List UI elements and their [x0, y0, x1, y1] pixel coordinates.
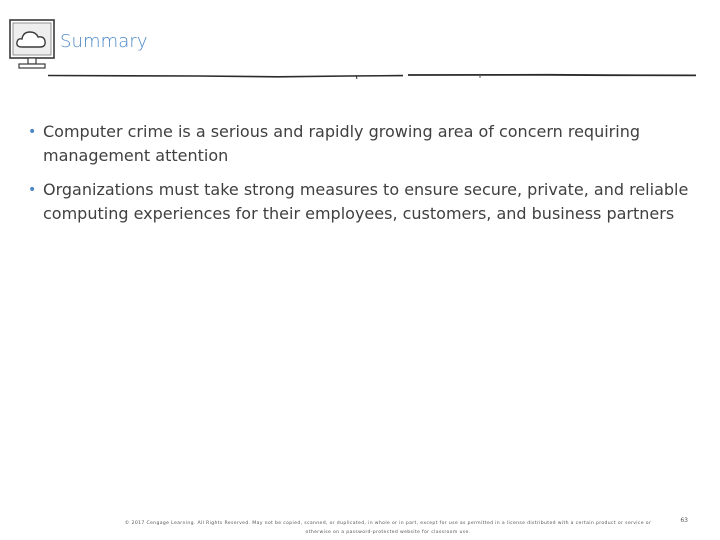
bullet-dot: • — [28, 124, 37, 140]
footer-copyright: © 2017 Cengage Learning. All Rights Reserved. May not be copied, scanned, or duplicated, in whole or in part, except for use as permitted in a license distributed with a certain product or service or otherwise on a password-protected website for classroom use. — [124, 521, 652, 535]
bullet-item — [26, 120, 696, 168]
bullet-text: Computer crime is a serious and rapidly growing area of concern requiring management attention — [43, 122, 640, 165]
cloud-computer-icon — [8, 18, 58, 70]
slide-number: 63 — [680, 517, 688, 524]
title-divider — [48, 70, 696, 82]
bullet-text: Organizations must take strong measures to ensure secure, private, and reliable computing experiences for their employees, customers, and business partners — [43, 180, 689, 223]
bullet-list — [26, 120, 696, 236]
bullet-dot: • — [28, 182, 37, 198]
slide-title: Summary — [60, 31, 148, 52]
bullet-item — [26, 178, 696, 226]
